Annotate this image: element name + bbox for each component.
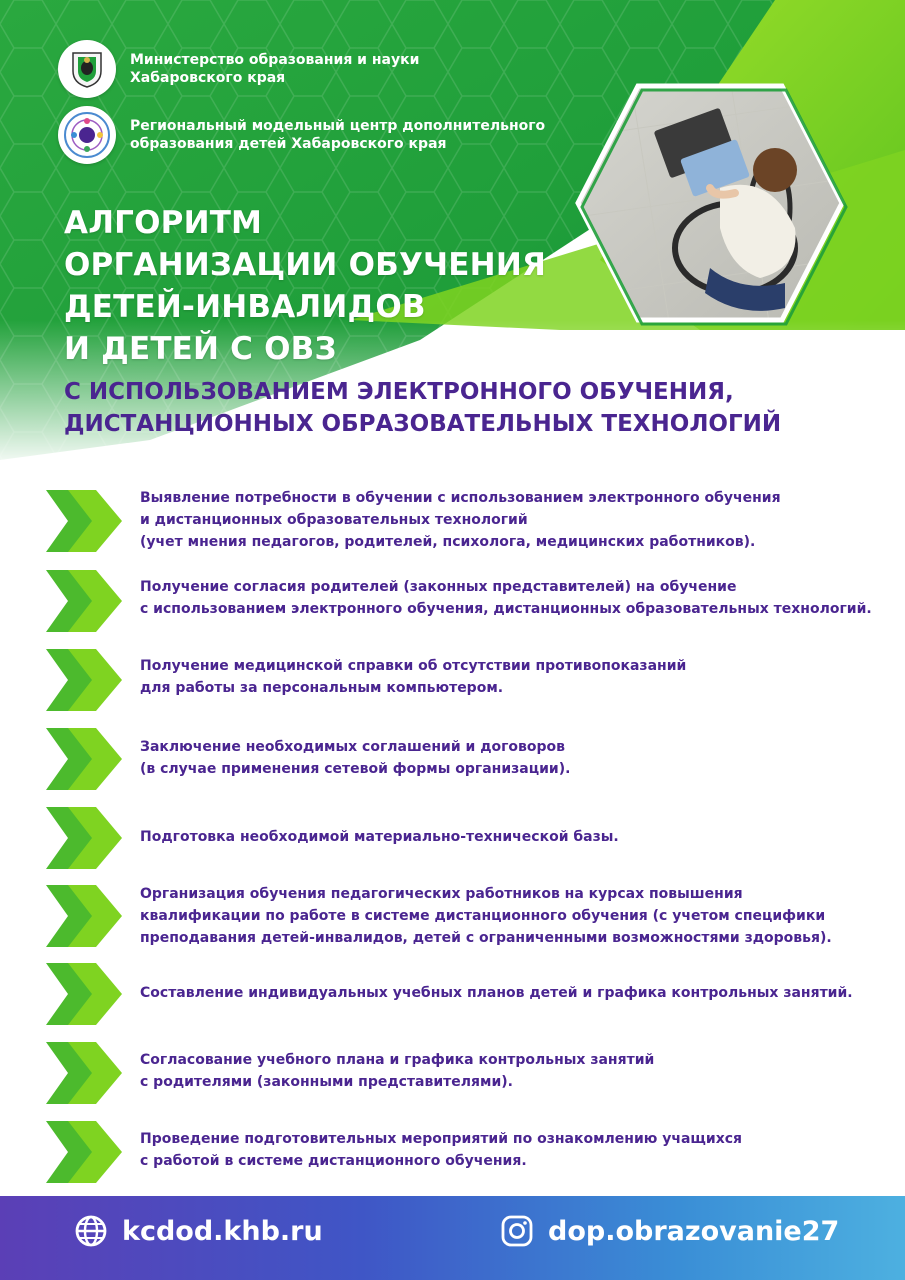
step-1-text [140,487,880,553]
step-3-text [140,655,880,699]
chevron-arrow-icon [46,807,122,869]
chevron-arrow-icon [46,1121,122,1183]
step-5-text [140,826,880,848]
step-7-text [140,982,880,1004]
ministry-name-line1: Министерство образования и науки [130,52,420,68]
step-6-text [140,883,880,949]
subtitle-line-2: ДИСТАНЦИОННЫХ ОБРАЗОВАТЕЛЬНЫХ ТЕХНОЛОГИЙ [64,411,782,437]
step-9-text [140,1128,880,1172]
step-2-line-2: с использованием электронного обучения, дистанционных образовательных технологий. [140,601,872,617]
step-1-line-3: (учет мнения педагогов, родителей, психолога, медицинских работников). [140,534,756,550]
ministry-name-line2: Хабаровского края [130,70,286,86]
center-logo-icon [58,106,116,164]
step-8-line-1: Согласование учебного плана и графика контрольных занятий [140,1052,655,1068]
step-3-line-1: Получение медицинской справки об отсутствии противопоказаний [140,658,687,674]
step-2-text [140,576,880,620]
page-subtitle [64,376,781,440]
step-1-line-2: и дистанционных образовательных технологий [140,512,528,528]
chevron-arrow-icon [46,885,122,947]
footer [0,1196,905,1280]
step-6-line-3: преподавания детей-инвалидов, детей с ограниченными возможностями здоровья). [140,930,832,946]
coat-of-arms-icon [58,40,116,98]
website-link[interactable] [74,1214,323,1248]
instagram-icon [500,1214,534,1248]
title-line-1: АЛГОРИТМ [64,205,263,241]
ministry-header [58,40,419,98]
step-2-line-1: Получение согласия родителей (законных представителей) на обучение [140,579,737,595]
title-line-3: ДЕТЕЙ-ИНВАЛИДОВ [64,289,426,325]
step-8-line-2: с родителями (законными представителями). [140,1074,513,1090]
step-1-line-1: Выявление потребности в обучении с использованием электронного обучения [140,490,781,506]
page-title [64,202,546,370]
step-4-line-1: Заключение необходимых соглашений и договоров [140,739,566,755]
instagram-link[interactable] [500,1214,839,1248]
hero-banner [0,0,905,470]
step-5-line-1: Подготовка необходимой материально-технической базы. [140,829,619,845]
step-7-line-1: Составление индивидуальных учебных планов детей и графика контрольных занятий. [140,985,853,1001]
step-9-line-2: с работой в системе дистанционного обучения. [140,1153,527,1169]
subtitle-line-1: С ИСПОЛЬЗОВАНИЕМ ЭЛЕКТРОННОГО ОБУЧЕНИЯ, [64,379,734,405]
chevron-arrow-icon [46,728,122,790]
chevron-arrow-icon [46,963,122,1025]
chevron-arrow-icon [46,490,122,552]
center-header [58,106,545,164]
step-4-text [140,736,880,780]
child-wheelchair-laptop-photo [570,78,850,328]
chevron-arrow-icon [46,570,122,632]
step-8-text [140,1049,880,1093]
chevron-arrow-icon [46,1042,122,1104]
center-name-line2: образования детей Хабаровского края [130,136,447,152]
step-9-line-1: Проведение подготовительных мероприятий по ознакомлению учащихся [140,1131,743,1147]
chevron-arrow-icon [46,649,122,711]
website-url[interactable]: kcdod.khb.ru [122,1215,323,1247]
step-4-line-2: (в случае применения сетевой формы организации). [140,761,571,777]
instagram-handle[interactable]: dop.obrazovanie27 [548,1215,840,1247]
step-6-line-2: квалификации по работе в системе дистанционного обучения (с учетом специфики [140,908,826,924]
step-6-line-1: Организация обучения педагогических работников на курсах повышения [140,886,743,902]
step-3-line-2: для работы за персональным компьютером. [140,680,504,696]
globe-icon [74,1214,108,1248]
title-line-4: И ДЕТЕЙ С ОВЗ [64,331,337,367]
title-line-2: ОРГАНИЗАЦИИ ОБУЧЕНИЯ [64,247,547,283]
center-name-line1: Региональный модельный центр дополнительного [130,118,546,134]
